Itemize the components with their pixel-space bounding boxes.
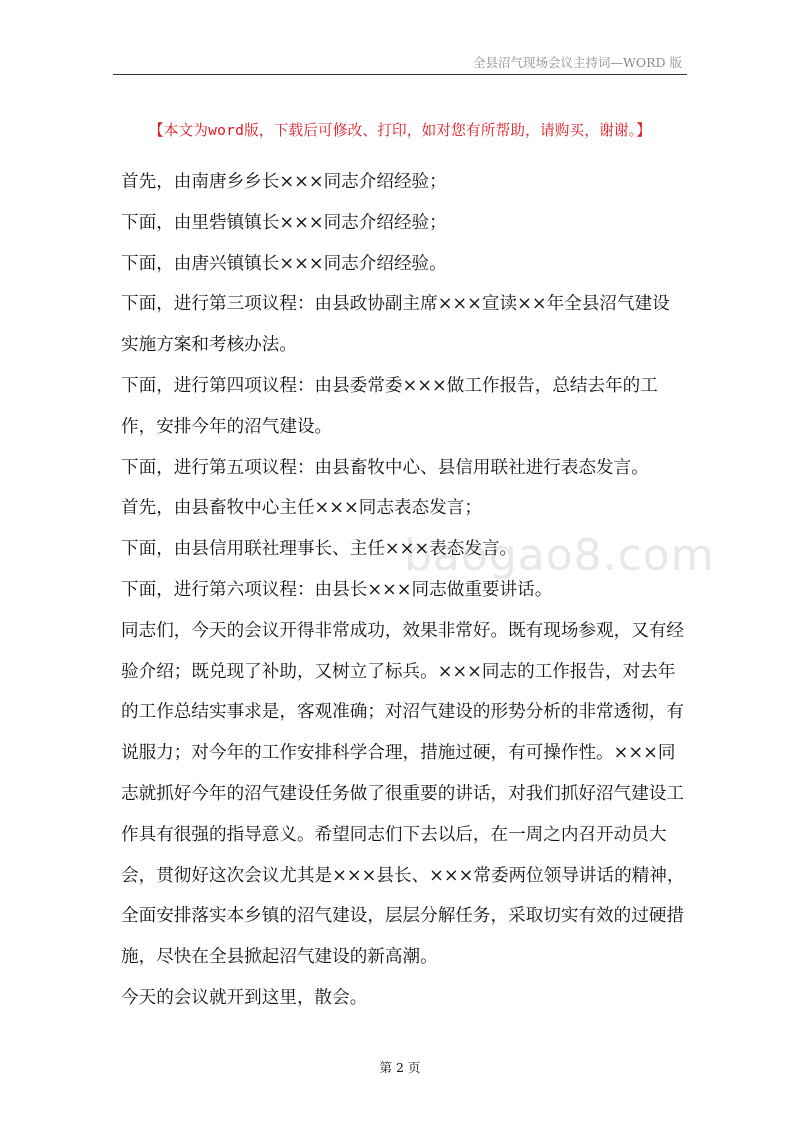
watermark: baogao8.com: [404, 530, 715, 581]
paragraph: 下面，由县信用联社理事长、主任×××表态发言。: [121, 539, 518, 560]
paragraph: 今天的会议就开到这里，散会。: [121, 987, 368, 1008]
page-number: 第 2 页: [379, 1060, 421, 1075]
paragraph: 下面，进行第六项议程：由县长×××同志做重要讲话。: [121, 579, 553, 600]
paragraph: 下面，由里砦镇镇长×××同志介绍经验；: [121, 212, 447, 233]
paragraph: 首先，由南唐乡乡长×××同志介绍经验；: [121, 172, 447, 192]
paragraph: 同志们，今天的会议开得非常成功，效果非常好。既有现场参观，又有经验介绍；既兑现了补助，又树立了标兵。×××同志的工作报告，对去年的工作总结实事求是，客观准确；对沼气建设的形势分析的非常透彻，有说服力；对今年的工作安排科学合理，措施过硬，有可操作性。×××同志就抓好今年的沼气建设任务做了很重要的讲话，对我们抓好沼气建设工作具有很强的指导意义。希望同志们下去以后，在一周之内召开动员大会，贯彻好这次会议尤其是×××县长、×××常委两位领导讲话的精神，全面安排落实本乡镇的沼气建设，层层分解任务，采取切实有效的过硬措施，尽快在全县掀起沼气建设的新高潮。: [121, 620, 685, 968]
purchase-notice: 【本文为word版，下载后可修改、打印，如对您有所帮助，请购买，谢谢。】: [148, 122, 652, 139]
paragraph: 下面，由唐兴镇镇长×××同志介绍经验。: [121, 253, 447, 274]
paragraph: 下面，进行第五项议程：由县畜牧中心、县信用联社进行表态发言。: [121, 457, 649, 478]
body-text: [121, 162, 687, 1019]
paragraph: 下面，进行第四项议程：由县委常委×××做工作报告，总结去年的工作，安排今年的沼气建设。: [121, 375, 658, 437]
paragraph: 首先，由县畜牧中心主任×××同志表态发言；: [121, 498, 482, 519]
running-header: 全县沼气现场会议主持词—WORD 版: [472, 55, 682, 70]
paragraph: 下面，进行第三项议程：由县政协副主席×××宣读××年全县沼气建设实施方案和考核办法。: [121, 294, 670, 356]
header-rule: [113, 74, 687, 75]
